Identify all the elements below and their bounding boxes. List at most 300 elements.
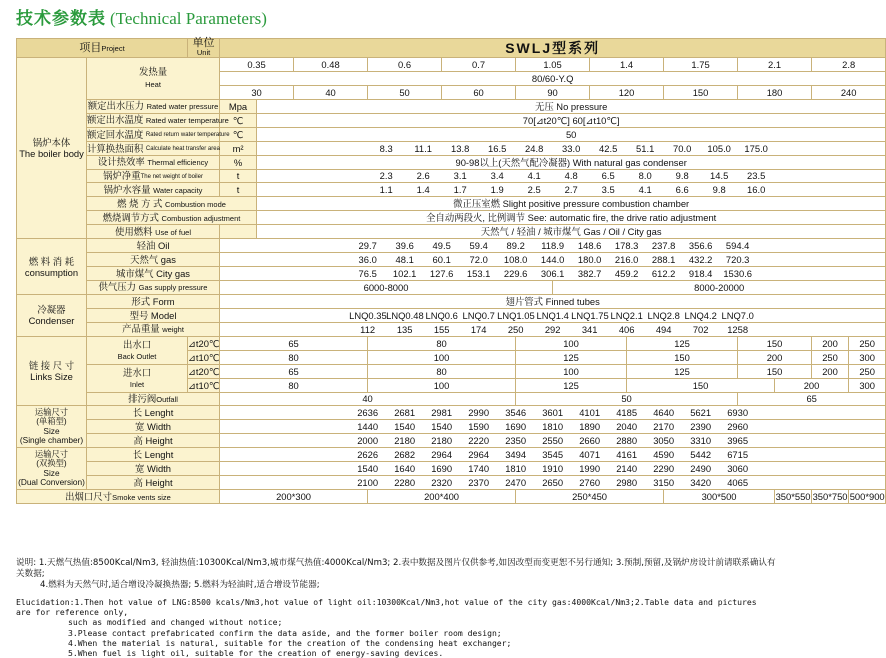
note-cn-2: 4.燃料为天然气时,适合增设冷凝换热器; 5.燃料为轻油时,适合增设节能器; xyxy=(40,580,320,590)
table-cell: 2981 xyxy=(431,407,453,419)
table-cell: 2682 xyxy=(394,449,416,461)
section-transport-dual: 运输尺寸 (双换型) Size (Dual Conversion) xyxy=(17,448,87,490)
table-cell: 100 xyxy=(368,378,516,392)
table-cell: 2470 xyxy=(505,477,527,489)
table-cell: 1810 xyxy=(542,421,564,433)
table-cell: 250 xyxy=(812,350,849,364)
table-cell: 200 xyxy=(775,378,849,392)
row-label: 城市煤气 City gas xyxy=(87,267,220,281)
dual-height-values xyxy=(220,476,886,490)
dual-width-row xyxy=(17,462,886,476)
table-cell: 153.1 xyxy=(466,268,491,280)
table-cell: 2660 xyxy=(579,435,601,447)
table-cell: 36.0 xyxy=(358,254,377,266)
table-cell: 1910 xyxy=(542,463,564,475)
table-cell: 229.6 xyxy=(503,268,528,280)
table-cell: 70[⊿t20℃] 60[⊿t10℃] xyxy=(257,113,886,127)
table-cell: 4640 xyxy=(653,407,675,419)
table-cell: 4.8 xyxy=(564,170,578,182)
table-cell: 11.1 xyxy=(414,142,432,154)
table-cell: 16.0 xyxy=(747,184,766,196)
table-cell: 1540 xyxy=(394,421,416,433)
table-cell: 150 xyxy=(738,336,812,350)
table-cell: 1.4 xyxy=(590,58,664,72)
table-cell: 250 xyxy=(849,364,886,378)
table-cell: 微正压室燃 Slight positive pressure combustion chamber xyxy=(257,197,886,211)
table-cell: 148.6 xyxy=(577,240,602,252)
table-cell: 105.0 xyxy=(707,142,731,154)
table-cell: 155 xyxy=(433,323,450,335)
table-cell: 2960 xyxy=(727,421,749,433)
table-cell: 459.2 xyxy=(614,268,639,280)
row-unit xyxy=(220,225,257,239)
table-cell: 3.5 xyxy=(601,184,615,196)
table-cell: 13.8 xyxy=(451,142,470,154)
table-cell: 382.7 xyxy=(577,268,602,280)
table-cell: 2.8 xyxy=(812,58,886,72)
condenser-model-row xyxy=(17,308,886,322)
row-label: 计算换热面积 Calculate heat transfer area xyxy=(87,142,220,154)
dt-label: ⊿t10℃ xyxy=(188,379,220,391)
table-cell: 3965 xyxy=(727,435,749,447)
outlet-label: 出水口 Back Outlet xyxy=(87,336,188,364)
gas-row xyxy=(17,253,886,267)
table-cell: LNQ2.8 xyxy=(647,309,680,321)
table-cell: 3494 xyxy=(505,449,527,461)
table-cell: 6000-8000 xyxy=(220,281,553,295)
row-label: 燃 烧 方 式 Combustion mode xyxy=(87,197,257,211)
row-label: 高 Height xyxy=(87,476,220,490)
table-cell: 1530.6 xyxy=(723,268,752,280)
table-cell: 2350 xyxy=(505,435,527,447)
header-unit: 单位 Unit xyxy=(188,39,220,58)
header-row xyxy=(17,39,886,58)
row-label: 额定回水温度 Rated return water temperature xyxy=(87,128,230,140)
table-cell: 33.0 xyxy=(562,142,581,154)
water-capacity-values xyxy=(257,183,886,197)
supply-pressure-row xyxy=(17,281,886,295)
table-cell: 29.7 xyxy=(358,240,377,252)
dt-label: ⊿t20℃ xyxy=(188,337,220,349)
table-cell: 406 xyxy=(618,323,635,335)
header-project: 项目Project xyxy=(17,39,188,58)
city-gas-row xyxy=(17,267,886,281)
title-en: (Technical Parameters) xyxy=(110,9,267,28)
net-weight-row xyxy=(17,169,886,183)
note-en-4: 4.When the material is natural, suitable for the creation of the condensing heat exchanger; xyxy=(68,637,512,648)
table-cell: 40 xyxy=(294,85,368,99)
table-cell: 2390 xyxy=(690,421,712,433)
table-cell: 2880 xyxy=(616,435,638,447)
table-cell: 42.5 xyxy=(599,142,618,154)
table-cell: 全自动两段火, 比例调节 See: automatic fire, the drive ratio adjustment xyxy=(257,211,886,225)
row-unit: ℃ xyxy=(220,113,257,127)
heat-label: 发热量 Heat xyxy=(87,58,220,100)
table-cell: 180.0 xyxy=(577,254,602,266)
table-cell: 237.8 xyxy=(651,240,676,252)
table-cell: 200 xyxy=(812,364,849,378)
table-cell: 350*550 xyxy=(775,491,811,503)
table-cell: 300*500 xyxy=(664,490,775,504)
table-cell: 2280 xyxy=(394,477,416,489)
single-height-values xyxy=(220,434,886,448)
table-cell: 51.1 xyxy=(636,142,655,154)
table-cell: 100 xyxy=(368,350,516,364)
table-cell: 3601 xyxy=(542,407,564,419)
table-cell: 3.4 xyxy=(490,170,504,182)
row-label: 长 Lenght xyxy=(87,448,220,462)
table-cell: 200 xyxy=(738,350,812,364)
table-cell: 90 xyxy=(516,85,590,99)
table-cell: 8.0 xyxy=(638,170,652,182)
table-cell: 60.1 xyxy=(432,254,451,266)
row-label: 锅炉水容量 Water capacity xyxy=(87,183,220,197)
row-label: 使用燃料 Use of fuel xyxy=(87,225,220,239)
row-label: 排污阀Outfall xyxy=(87,392,220,406)
inlet-label: 进水口 Inlet xyxy=(87,364,188,392)
area-row xyxy=(17,141,886,155)
table-cell: LNQ1.4 xyxy=(536,309,569,321)
table-cell: 65 xyxy=(220,364,368,378)
row-unit: t xyxy=(220,183,257,197)
smoke-row xyxy=(17,490,886,504)
table-cell: 2626 xyxy=(357,449,379,461)
table-cell: 2100 xyxy=(357,477,379,489)
table-cell: 50 xyxy=(257,127,886,141)
table-cell: 3.1 xyxy=(453,170,467,182)
table-cell: LNQ1.75 xyxy=(571,309,609,321)
table-cell: 125 xyxy=(627,364,738,378)
single-height-row xyxy=(17,434,886,448)
table-cell: LNQ0.48 xyxy=(386,309,424,321)
table-cell: 3060 xyxy=(727,463,749,475)
table-cell: 1740 xyxy=(468,463,490,475)
gas-values xyxy=(220,253,886,267)
table-cell: 2220 xyxy=(468,435,490,447)
table-cell: 612.2 xyxy=(651,268,676,280)
table-cell: 4065 xyxy=(727,477,749,489)
combustion-adj-row xyxy=(17,211,886,225)
single-width-row xyxy=(17,420,886,434)
table-cell: 76.5 xyxy=(358,268,377,280)
table-cell: 1690 xyxy=(431,463,453,475)
table-cell: 60 xyxy=(442,85,516,99)
table-cell: 300 xyxy=(849,350,886,364)
section-links: 链 接 尺 寸 Links Size xyxy=(17,336,87,406)
table-cell: 9.8 xyxy=(675,170,689,182)
table-cell: 118.9 xyxy=(541,240,565,252)
table-cell: 2964 xyxy=(468,449,490,461)
table-cell: 49.5 xyxy=(432,240,451,252)
table-cell: LNQ0.35 xyxy=(349,309,387,321)
table-cell: 300 xyxy=(849,378,886,392)
table-cell: 72.0 xyxy=(469,254,488,266)
table-cell: 702 xyxy=(692,323,709,335)
notes xyxy=(16,558,776,658)
table-cell: 200*400 xyxy=(368,490,516,504)
table-cell: 180 xyxy=(738,85,812,99)
table-cell: 80/60-Y.Q xyxy=(220,71,886,85)
table-cell: 1258 xyxy=(727,323,749,335)
table-cell: 135 xyxy=(396,323,413,335)
row-label: 额定出水温度 Rated water temperature xyxy=(87,114,229,126)
oil-values xyxy=(220,239,886,253)
single-length-values xyxy=(220,406,886,420)
table-cell: 2.6 xyxy=(416,170,430,182)
table-cell: 40 xyxy=(220,392,516,406)
table-cell: 100 xyxy=(516,336,627,350)
table-cell: 无压 No pressure xyxy=(257,99,886,113)
row-label: 轻油 Oil xyxy=(87,239,220,253)
table-cell: 50 xyxy=(368,85,442,99)
table-cell: 2990 xyxy=(468,407,490,419)
table-cell: 2636 xyxy=(357,407,379,419)
single-width-values xyxy=(220,420,886,434)
weight-values xyxy=(220,322,886,336)
row-label: 燃烧调节方式 Combustion adjustment xyxy=(87,211,257,225)
row-label: 高 Height xyxy=(87,434,220,448)
table-cell: 8.3 xyxy=(379,142,393,154)
section-fuel: 燃 料 消 耗 consumption xyxy=(17,239,87,295)
efficiency-row xyxy=(17,155,886,169)
table-cell: 2681 xyxy=(394,407,416,419)
table-cell: 150 xyxy=(664,85,738,99)
table-cell: 4161 xyxy=(616,449,638,461)
table-cell: LNQ7.0 xyxy=(721,309,754,321)
table-cell: 80 xyxy=(220,378,368,392)
row-unit: m² xyxy=(220,141,257,155)
table-cell: 0.48 xyxy=(294,58,368,72)
table-cell: 5621 xyxy=(690,407,712,419)
table-cell: 4101 xyxy=(579,407,601,419)
table-cell: 1.7 xyxy=(453,184,467,196)
net-weight-values xyxy=(257,169,886,183)
model-values xyxy=(220,308,886,322)
table-cell: 2320 xyxy=(431,477,453,489)
table-cell: 1.4 xyxy=(416,184,430,196)
table-cell: 3050 xyxy=(653,435,675,447)
table-cell: 306.1 xyxy=(540,268,565,280)
table-cell: 175.0 xyxy=(744,142,768,154)
table-cell: 100 xyxy=(516,364,627,378)
table-cell: 24.8 xyxy=(525,142,544,154)
return-temp-row xyxy=(17,127,886,141)
row-label: 天然气 gas xyxy=(87,253,220,267)
table-cell: 1.9 xyxy=(490,184,504,196)
row-label: 长 Lenght xyxy=(87,406,220,420)
table-cell: 4071 xyxy=(579,449,601,461)
table-cell: 2180 xyxy=(431,435,453,447)
table-cell: 4590 xyxy=(653,449,675,461)
condenser-weight-row xyxy=(17,322,886,336)
table-cell: 16.5 xyxy=(488,142,507,154)
out-temp-row xyxy=(17,113,886,127)
table-cell: 80 xyxy=(220,350,368,364)
table-cell: 14.5 xyxy=(710,170,729,182)
table-cell: 150 xyxy=(627,350,738,364)
table-cell: 80 xyxy=(368,364,516,378)
table-cell: 2.1 xyxy=(738,58,812,72)
table-cell: 250*450 xyxy=(516,490,664,504)
note-en-5: 5.When fuel is light oil, suitable for the creation of energy-saving devices. xyxy=(68,648,444,658)
table-cell: 127.6 xyxy=(429,268,454,280)
table-cell: 65 xyxy=(220,336,368,350)
table-cell: 125 xyxy=(627,336,738,350)
table-cell: 178.3 xyxy=(614,240,639,252)
table-cell: 240 xyxy=(812,85,886,99)
table-cell: 200 xyxy=(812,336,849,350)
table-cell: 112 xyxy=(360,323,376,335)
table-cell: 2980 xyxy=(616,477,638,489)
table-cell: 1590 xyxy=(468,421,490,433)
row-label: 产品重量 weight xyxy=(87,322,220,336)
table-cell: 59.4 xyxy=(469,240,488,252)
table-cell: 39.6 xyxy=(395,240,414,252)
table-cell: 2964 xyxy=(431,449,453,461)
table-cell: LNQ0.6 xyxy=(425,309,458,321)
table-cell: 0.7 xyxy=(442,58,516,72)
table-cell: 1640 xyxy=(394,463,416,475)
note-en-3: 3.Please contact prefabricated confirm the data aside, and the former boiler room design; xyxy=(68,627,502,638)
row-label: 供气压力 Gas supply pressure xyxy=(87,281,220,295)
table-cell: 6715 xyxy=(727,449,749,461)
dual-height-row xyxy=(17,476,886,490)
table-cell: 292 xyxy=(544,323,561,335)
table-cell: 1540 xyxy=(431,421,453,433)
heat-mw-row xyxy=(17,58,886,72)
table-cell: 3310 xyxy=(690,435,712,447)
dt-label: ⊿t10℃ xyxy=(188,351,220,363)
table-cell: 5442 xyxy=(690,449,712,461)
table-cell: 90-98以上(天然气配冷凝器) With natural gas condenser xyxy=(257,155,886,169)
table-cell: 2550 xyxy=(542,435,564,447)
dt-label: ⊿t20℃ xyxy=(188,365,220,377)
table-cell: 80 xyxy=(368,336,516,350)
table-cell: 2650 xyxy=(542,477,564,489)
table-cell: 4.1 xyxy=(527,170,541,182)
table-cell: 125 xyxy=(516,350,627,364)
table-cell: 594.4 xyxy=(725,240,750,252)
table-cell: 翅片管式 Finned tubes xyxy=(220,294,886,308)
table-cell: 1.75 xyxy=(664,58,738,72)
table-cell: 120 xyxy=(590,85,664,99)
row-unit: Mpa xyxy=(220,99,257,113)
table-cell: 2180 xyxy=(394,435,416,447)
table-cell: 天然气 / 轻油 / 城市煤气 Gas / Oil / City gas xyxy=(257,225,886,239)
table-cell: 288.1 xyxy=(651,254,676,266)
table-cell: 1.05 xyxy=(516,58,590,72)
note-en-2: such as modified and changed without notice; xyxy=(68,617,283,628)
table-cell: LNQ0.7 xyxy=(462,309,495,321)
table-cell: 3545 xyxy=(542,449,564,461)
note-cn-1: 说明: 1.天燃气热值:8500Kcal/Nm3, 轻油热值:10300Kcal/Nm3,城市煤气热值:4000Kcal/Nm3; 2.表中数据及图片仅供参考,如因改型而变更恕不另行通知; 3.预制,预留,及锅炉房设计前请联系确认有关数据; xyxy=(16,558,776,579)
table-cell: 30 xyxy=(220,85,294,99)
table-cell: 65 xyxy=(738,392,886,406)
table-cell: 341 xyxy=(581,323,598,335)
row-unit: ℃ xyxy=(220,127,257,141)
table-cell: 350*750 xyxy=(812,491,848,503)
table-cell: 2290 xyxy=(653,463,675,475)
table-cell: 1810 xyxy=(505,463,527,475)
table-cell: 89.2 xyxy=(506,240,525,252)
header-series: SWLJ型系列 xyxy=(220,39,886,58)
inlet20-row xyxy=(17,364,886,378)
table-cell: 2040 xyxy=(616,421,638,433)
table-cell: 1440 xyxy=(357,421,379,433)
table-cell: 250 xyxy=(849,336,886,350)
table-cell: 2.7 xyxy=(564,184,578,196)
table-cell: 1690 xyxy=(505,421,527,433)
table-cell: 3150 xyxy=(653,477,675,489)
table-cell: 150 xyxy=(627,378,775,392)
dual-width-values xyxy=(220,462,886,476)
table-cell: 1540 xyxy=(357,463,379,475)
table-cell: 1.1 xyxy=(379,184,393,196)
table-cell: 144.0 xyxy=(540,254,565,266)
table-cell: 432.2 xyxy=(688,254,713,266)
row-label: 宽 Width xyxy=(87,462,220,476)
table-cell: 6.6 xyxy=(675,184,689,196)
row-label: 宽 Width xyxy=(87,420,220,434)
drain-row xyxy=(17,392,886,406)
note-en-1: Elucidation:1.Then hot value of LNG:8500 kcals/Nm3,hot value of light oil:10300Kcal/Nm3,hot value of the city gas:4000Kcal/Nm3;2.Table data and pictures are for reference only, xyxy=(16,597,757,618)
condenser-form-row xyxy=(17,294,886,308)
table-cell: 50 xyxy=(516,392,738,406)
table-cell: 48.1 xyxy=(395,254,414,266)
row-unit: t xyxy=(220,169,257,183)
table-cell: 356.6 xyxy=(688,240,713,252)
table-cell: LNQ2.1 xyxy=(610,309,643,321)
table-cell: 500*900 xyxy=(849,491,885,503)
table-cell: 1990 xyxy=(579,463,601,475)
table-cell: 2000 xyxy=(357,435,379,447)
table-cell: 2760 xyxy=(579,477,601,489)
table-cell: 150 xyxy=(738,364,812,378)
single-length-row xyxy=(17,406,886,420)
oil-row xyxy=(17,239,886,253)
table-cell: 2170 xyxy=(653,421,675,433)
table-cell: 200*300 xyxy=(220,490,368,504)
dual-length-values xyxy=(220,448,886,462)
table-cell: 918.4 xyxy=(688,268,713,280)
table-cell: 174 xyxy=(470,323,487,335)
table-cell: 9.8 xyxy=(712,184,726,196)
table-cell: 0.6 xyxy=(368,58,442,72)
pressure-row xyxy=(17,99,886,113)
combustion-mode-row xyxy=(17,197,886,211)
table-cell: 23.5 xyxy=(747,170,766,182)
dual-length-row xyxy=(17,448,886,462)
row-label: 形式 Form xyxy=(87,294,220,308)
row-label: 锅炉净重The net weight of boiler xyxy=(87,169,220,183)
table-cell: 0.35 xyxy=(220,58,294,72)
table-cell: 1890 xyxy=(579,421,601,433)
section-transport-single: 运输尺寸 (单箱型) Size (Single chamber) xyxy=(17,406,87,448)
area-values xyxy=(257,141,886,155)
row-label: 额定出水压力 Rated water pressure xyxy=(87,100,219,112)
section-condenser: 冷凝器 Condenser xyxy=(17,294,87,336)
water-capacity-row xyxy=(17,183,886,197)
page-title xyxy=(16,8,267,30)
table-cell: 6.5 xyxy=(601,170,615,182)
table-cell: LNQ1.05 xyxy=(497,309,535,321)
table-cell: 3420 xyxy=(690,477,712,489)
table-cell: 108.0 xyxy=(503,254,528,266)
table-cell: 494 xyxy=(655,323,672,335)
table-cell: 3546 xyxy=(505,407,527,419)
table-cell: 125 xyxy=(516,378,627,392)
table-cell: 4185 xyxy=(616,407,638,419)
